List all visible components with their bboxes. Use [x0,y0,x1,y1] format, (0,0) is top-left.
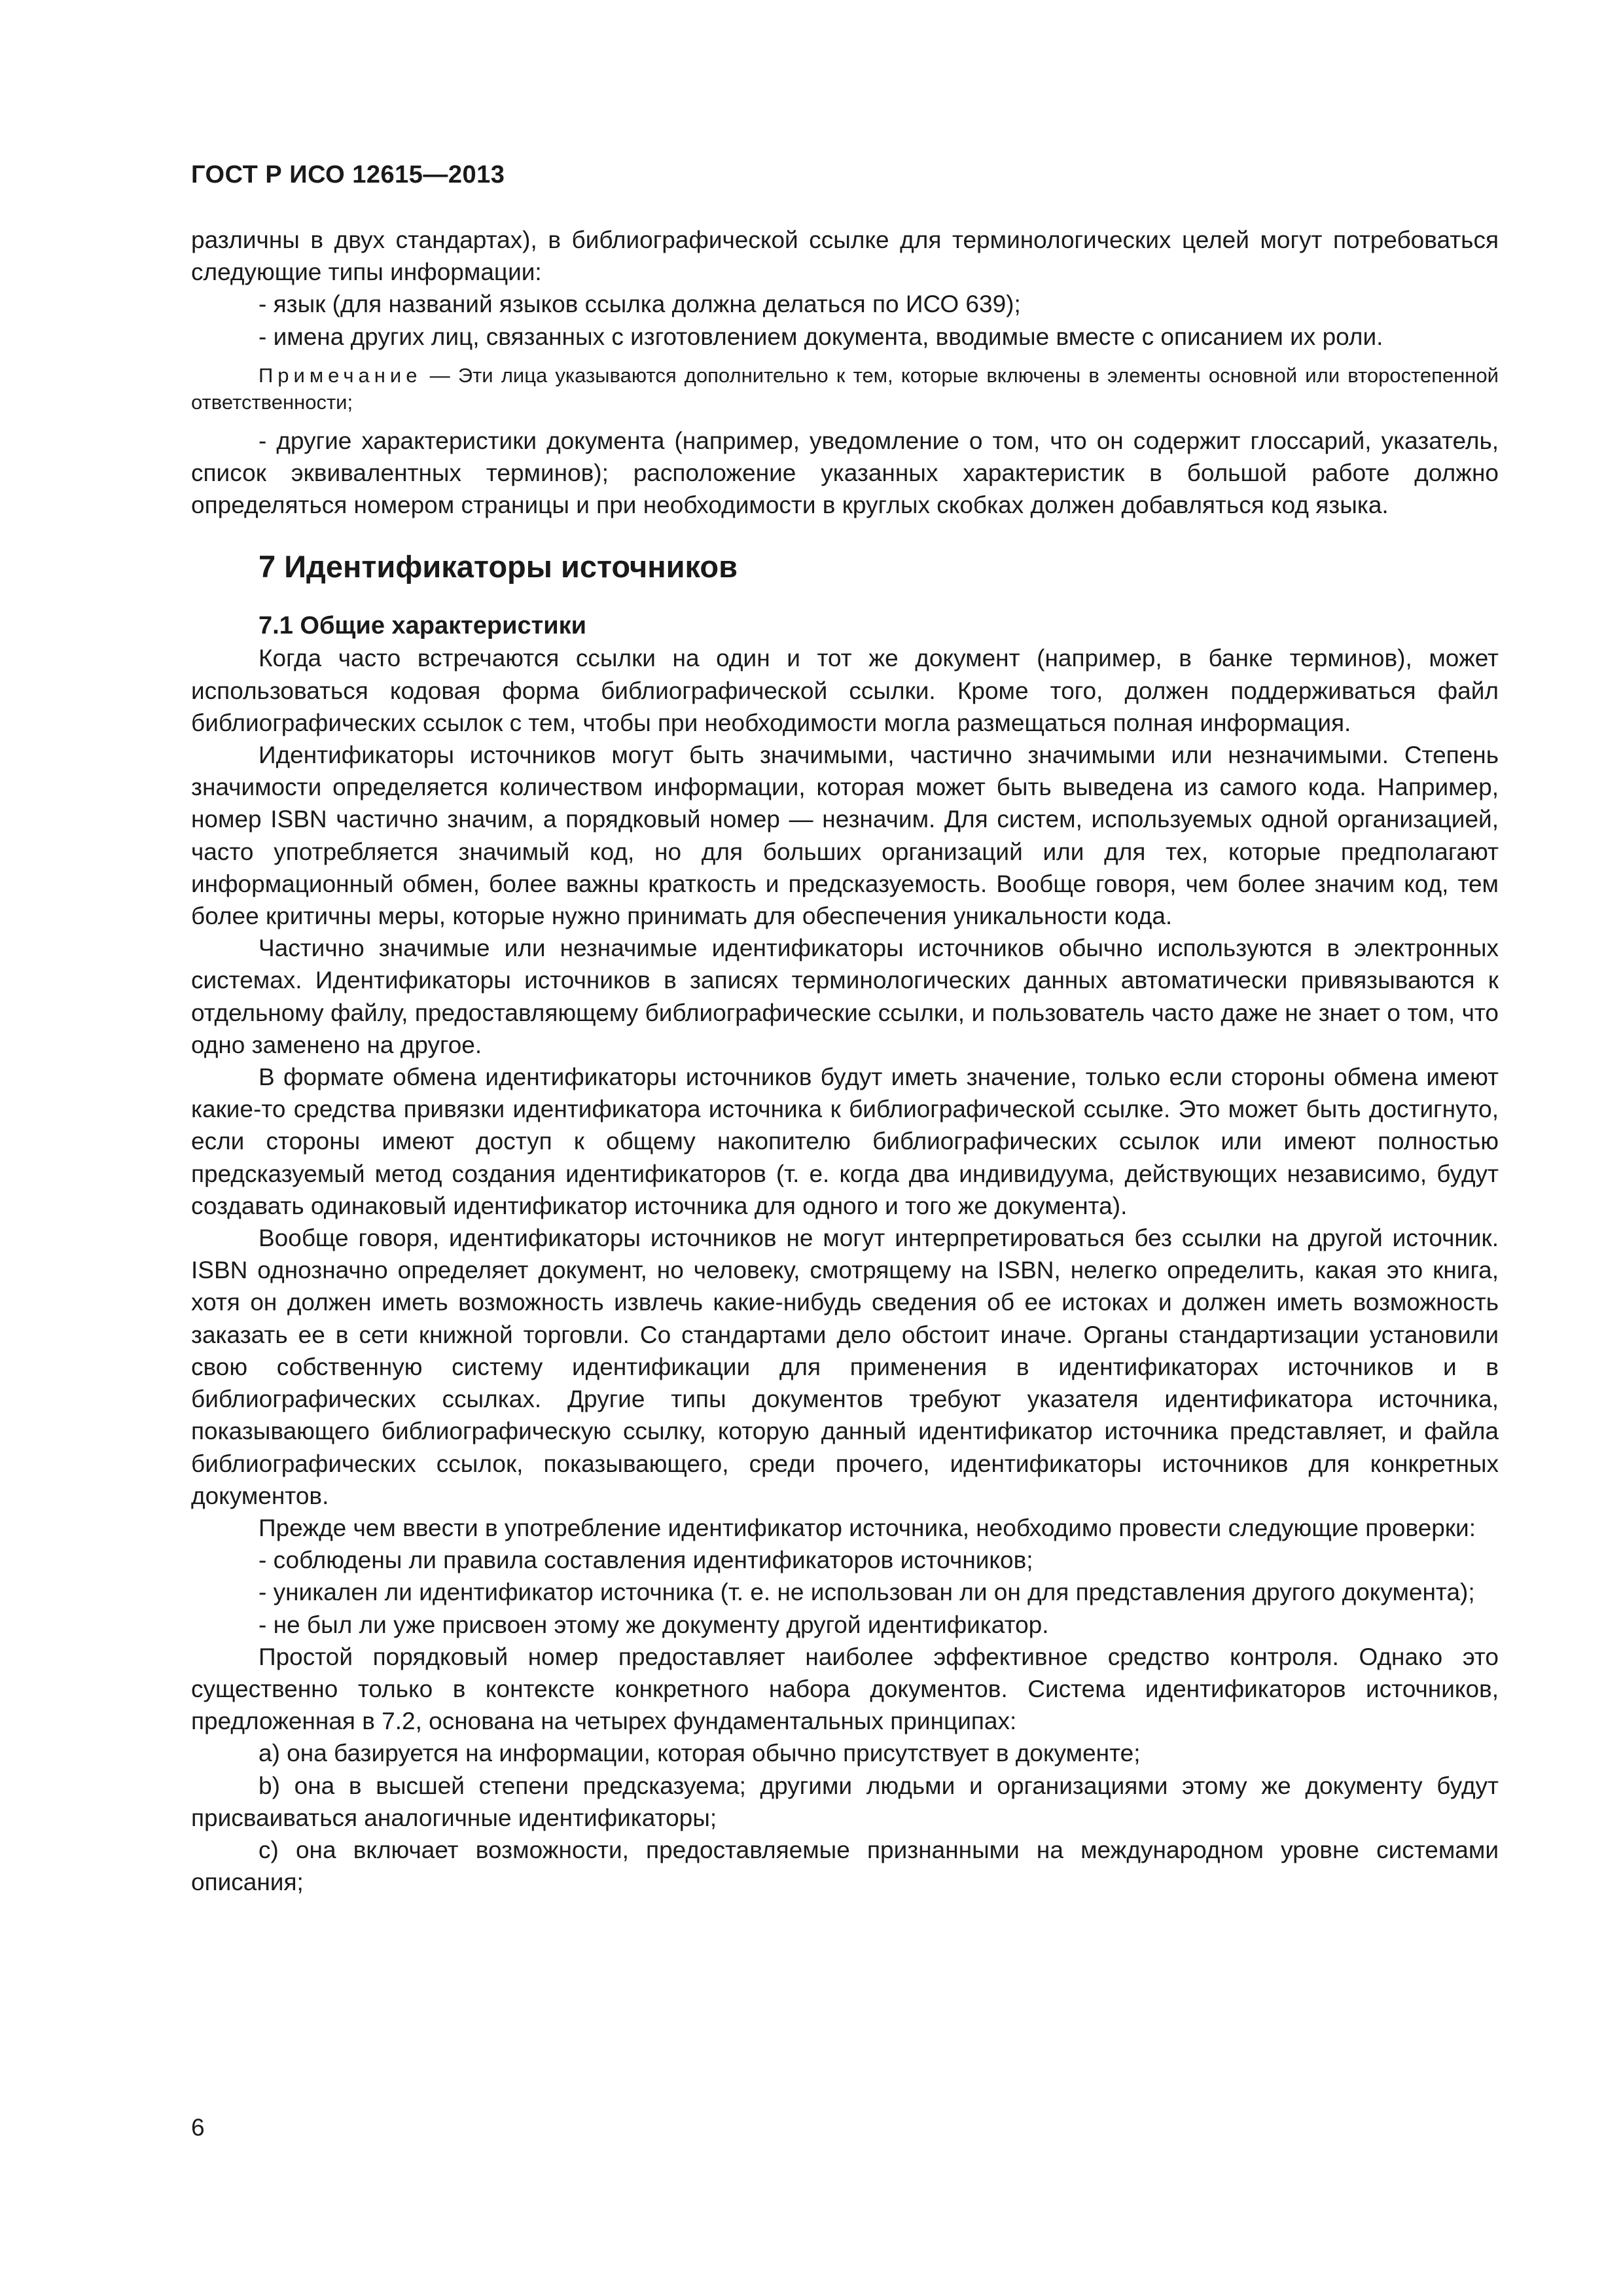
principle-item: b) она в высшей степени предсказуема; другими людьми и организациями этому же документу будут присваиваться аналогичные идентификаторы; [191,1772,1499,1831]
paragraph: Идентификаторы источников могут быть значимыми, частично значимыми или незначимыми. Степень значимости определяется количеством информации, которая может быть выведена из самого кода. Например, номер ISBN частично значим, а порядковый номер — незначим. Для систем, используемых одной организацией, часто употребляется значимый код, но для больших организаций или для тех, которые предполагают информационный обмен, более важны краткость и предсказуемость. Вообще говоря, чем более значим код, тем более критичны меры, которые нужно принимать для обеспечения уникальности кода. [191,742,1499,930]
note-label: Примечание [259,363,422,387]
list-item-language: - язык (для названий языков ссылка должна делаться по ИСО 639); [259,291,1021,318]
paragraph: В формате обмена идентификаторы источников будут иметь значение, только если стороны обмена имеют какие-то средства привязки идентификатора источника к библиографической ссылке. Это может быть достигнуто, если стороны имеют доступ к общему накопителю библиографических ссылок или имеют полностью предсказуемый метод создания идентификаторов (т. е. когда два индивидуума, действующих независимо, будут создавать одинаковый идентификатор источника для одного и того же документа). [191,1064,1499,1219]
check-item: - соблюдены ли правила составления идентификаторов источников; [259,1547,1033,1574]
document-body [191,224,1499,1898]
document-header: ГОСТ Р ИСО 12615—2013 [191,161,505,188]
subsection-heading-7-1: 7.1 Общие характеристики [259,612,586,640]
paragraph: Простой порядковый номер предоставляет наиболее эффективное средство контроля. Однако это существенно только в контексте конкретного набора документов. Система идентификаторов источников, предложенная в 7.2, основана на четырех фундаментальных принципах: [191,1643,1499,1735]
check-item: - не был ли уже присвоен этому же документу другой идентификатор. [259,1611,1049,1638]
principle-item: c) она включает возможности, предоставляемые признанными на международном уровне системами описания; [191,1836,1499,1896]
check-item: - уникален ли идентификатор источника (т. е. не использован ли он для представления другого документа); [259,1579,1475,1606]
note-text: — Эти лица указываются дополнительно к тем, которые включены в элементы основной или второстепенной ответственности; [191,363,1499,414]
paragraph: Частично значимые или незначимые идентификаторы источников обычно используются в электронных системах. Идентификаторы источников в записях терминологических данных автоматически привязываются к отдельному файлу, предоставляющему библиографические ссылки, и пользователь часто даже не знает о том, что одно заменено на другое. [191,935,1499,1058]
section-heading-7: 7 Идентификаторы источников [259,549,738,584]
page-number: 6 [191,2114,205,2141]
list-item-names: - имена других лиц, связанных с изготовлением документа, вводимые вместе с описанием их роли. [259,323,1383,350]
paragraph: Прежде чем ввести в употребление идентификатор источника, необходимо провести следующие проверки: [259,1514,1476,1541]
principle-item: a) она базируется на информации, которая обычно присутствует в документе; [259,1740,1141,1767]
paragraph: Когда часто встречаются ссылки на один и тот же документ (например, в банке терминов), может использоваться кодовая форма библиографической ссылки. Кроме того, должен поддерживаться файл библиографических ссылок с тем, чтобы при необходимости могла размещаться полная информация. [191,645,1499,736]
note [191,362,1499,416]
list-item-characteristics: - другие характеристики документа (например, уведомление о том, что он содержит глоссарий, указатель, список эквивалентных терминов); расположение указанных характеристик в большой работе должно определяться номером страницы и при необходимости в круглых скобках должен добавляться код языка. [191,427,1499,519]
paragraph-continuation: различны в двух стандартах), в библиографической ссылке для терминологических целей могут потребоваться следующие типы информации: [191,226,1499,286]
paragraph: Вообще говоря, идентификаторы источников не могут интерпретироваться без ссылки на другой источник. ISBN однозначно определяет документ, но человеку, смотрящему на ISBN, нелегко определить, какая это книга, хотя он должен иметь возможность извлечь какие-нибудь сведения об ее истоках и должен иметь возможность заказать ее в сети книжной торговли. Со стандартами дело обстоит иначе. Органы стандартизации установили свою собственную систему идентификации для применения в идентификаторах источников и в библиографических ссылках. Другие типы документов требуют указателя идентификатора источника, показывающего библиографическую ссылку, которую данный идентификатор источника представляет, и файла библиографических ссылок, показывающего, среди прочего, идентификаторы источников для конкретных документов. [191,1225,1499,1509]
